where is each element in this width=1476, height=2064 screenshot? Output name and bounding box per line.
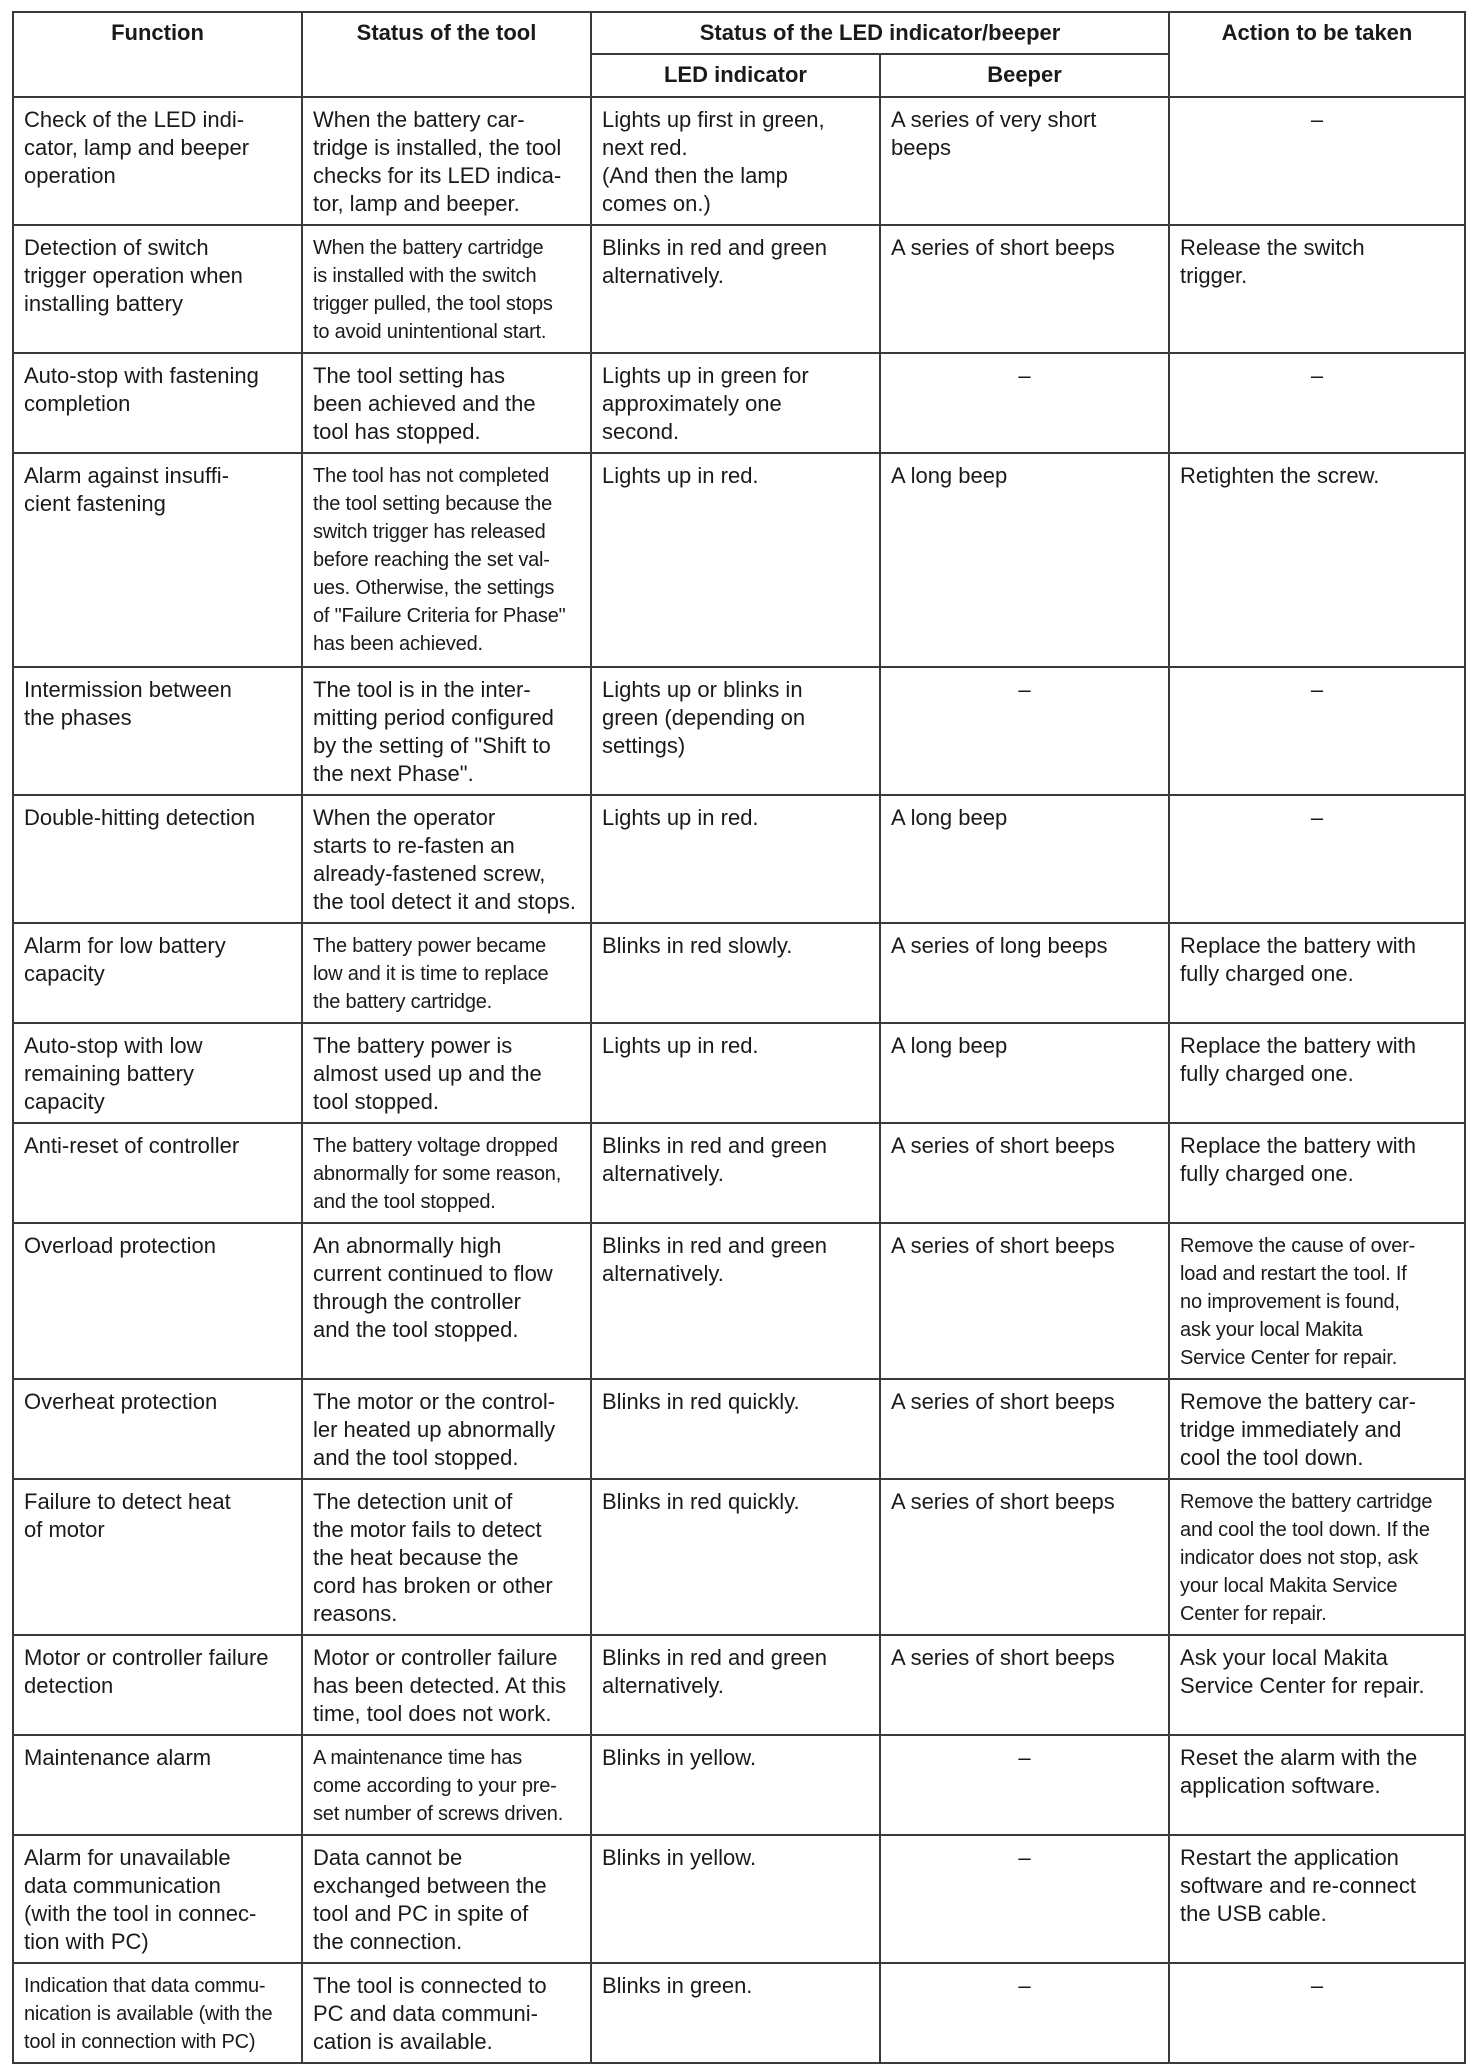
status-cell: An abnormally high current continued to flow through the controller and the tool stopped. <box>302 1223 591 1379</box>
status-cell: The tool has not completed the tool setting because the switch trigger has released before reaching the set val- ues. Otherwise, the settings of "Failure Criteria for Phase" has been achieved. <box>302 453 591 667</box>
led-cell: Blinks in yellow. <box>591 1835 880 1963</box>
beeper-cell: A long beep <box>880 453 1169 667</box>
table-row <box>13 1223 1465 1379</box>
function-cell: Check of the LED indi- cator, lamp and beeper operation <box>13 97 302 225</box>
status-cell: The battery power is almost used up and the tool stopped. <box>302 1023 591 1123</box>
action-cell: – <box>1169 795 1465 923</box>
action-cell: Remove the battery car- tridge immediately and cool the tool down. <box>1169 1379 1465 1479</box>
beeper-cell: – <box>880 1835 1169 1963</box>
led-cell: Lights up in red. <box>591 1023 880 1123</box>
led-cell: Blinks in red and green alternatively. <box>591 1123 880 1223</box>
led-cell: Lights up or blinks in green (depending on settings) <box>591 667 880 795</box>
beeper-cell: – <box>880 1963 1169 2063</box>
status-cell: The tool is in the inter- mitting period configured by the setting of "Shift to the next Phase". <box>302 667 591 795</box>
header-action: Action to be taken <box>1169 12 1465 97</box>
function-cell: Alarm for unavailable data communication (with the tool in connec- tion with PC) <box>13 1835 302 1963</box>
status-cell: When the battery cartridge is installed with the switch trigger pulled, the tool stops to avoid unintentional start. <box>302 225 591 353</box>
status-cell: When the operator starts to re-fasten an already-fastened screw, the tool detect it and stops. <box>302 795 591 923</box>
beeper-cell: A series of very short beeps <box>880 97 1169 225</box>
function-cell: Auto-stop with fastening completion <box>13 353 302 453</box>
table-row <box>13 1379 1465 1479</box>
action-cell: Replace the battery with fully charged one. <box>1169 923 1465 1023</box>
led-cell: Lights up in red. <box>591 795 880 923</box>
header-status-group: Status of the LED indicator/beeper <box>591 12 1169 54</box>
action-cell: Replace the battery with fully charged one. <box>1169 1123 1465 1223</box>
header-function: Function <box>13 12 302 97</box>
function-cell: Intermission between the phases <box>13 667 302 795</box>
function-cell: Maintenance alarm <box>13 1735 302 1835</box>
beeper-cell: A series of short beeps <box>880 1123 1169 1223</box>
status-cell: The tool setting has been achieved and the tool has stopped. <box>302 353 591 453</box>
status-cell: The battery power became low and it is time to replace the battery cartridge. <box>302 923 591 1023</box>
status-cell: Motor or controller failure has been detected. At this time, tool does not work. <box>302 1635 591 1735</box>
led-cell: Blinks in red and green alternatively. <box>591 1223 880 1379</box>
action-cell: – <box>1169 667 1465 795</box>
status-cell: The motor or the control- ler heated up abnormally and the tool stopped. <box>302 1379 591 1479</box>
action-cell: Retighten the screw. <box>1169 453 1465 667</box>
function-cell: Detection of switch trigger operation when installing battery <box>13 225 302 353</box>
action-cell: Restart the application software and re-connect the USB cable. <box>1169 1835 1465 1963</box>
action-cell: – <box>1169 97 1465 225</box>
led-cell: Blinks in red quickly. <box>591 1479 880 1635</box>
function-cell: Motor or controller failure detection <box>13 1635 302 1735</box>
status-cell: A maintenance time has come according to your pre- set number of screws driven. <box>302 1735 591 1835</box>
header-row <box>13 12 1465 54</box>
beeper-cell: A series of short beeps <box>880 1479 1169 1635</box>
beeper-cell: A long beep <box>880 1023 1169 1123</box>
led-cell: Blinks in red slowly. <box>591 923 880 1023</box>
table-row <box>13 1123 1465 1223</box>
status-cell: The detection unit of the motor fails to detect the heat because the cord has broken or other reasons. <box>302 1479 591 1635</box>
action-cell: Release the switch trigger. <box>1169 225 1465 353</box>
table-row <box>13 1835 1465 1963</box>
led-beeper-status-table <box>12 11 1466 2064</box>
action-cell: Remove the battery cartridge and cool the tool down. If the indicator does not stop, ask your local Makita Service Center for repair. <box>1169 1479 1465 1635</box>
led-cell: Blinks in yellow. <box>591 1735 880 1835</box>
beeper-cell: – <box>880 1735 1169 1835</box>
action-cell: – <box>1169 353 1465 453</box>
led-cell: Blinks in green. <box>591 1963 880 2063</box>
header-led-indicator: LED indicator <box>591 54 880 97</box>
table-row <box>13 1963 1465 2063</box>
table-row <box>13 353 1465 453</box>
status-cell: The battery voltage dropped abnormally for some reason, and the tool stopped. <box>302 1123 591 1223</box>
function-cell: Double-hitting detection <box>13 795 302 923</box>
led-cell: Blinks in red quickly. <box>591 1379 880 1479</box>
function-cell: Anti-reset of controller <box>13 1123 302 1223</box>
beeper-cell: A series of short beeps <box>880 1223 1169 1379</box>
function-cell: Alarm for low battery capacity <box>13 923 302 1023</box>
status-cell: Data cannot be exchanged between the tool and PC in spite of the connection. <box>302 1835 591 1963</box>
function-cell: Overload protection <box>13 1223 302 1379</box>
table-wrapper <box>12 11 1464 2064</box>
function-cell: Failure to detect heat of motor <box>13 1479 302 1635</box>
table-row <box>13 1023 1465 1123</box>
beeper-cell: A long beep <box>880 795 1169 923</box>
led-cell: Lights up first in green, next red. (And then the lamp comes on.) <box>591 97 880 225</box>
beeper-cell: A series of short beeps <box>880 1635 1169 1735</box>
table-row <box>13 97 1465 225</box>
action-cell: Replace the battery with fully charged one. <box>1169 1023 1465 1123</box>
led-cell: Blinks in red and green alternatively. <box>591 225 880 353</box>
table-row <box>13 667 1465 795</box>
table-row <box>13 1735 1465 1835</box>
function-cell: Indication that data commu- nication is available (with the tool in connection with PC) <box>13 1963 302 2063</box>
led-cell: Lights up in green for approximately one second. <box>591 353 880 453</box>
led-cell: Blinks in red and green alternatively. <box>591 1635 880 1735</box>
status-cell: The tool is connected to PC and data communi- cation is available. <box>302 1963 591 2063</box>
led-cell: Lights up in red. <box>591 453 880 667</box>
status-cell: When the battery car- tridge is installed, the tool checks for its LED indica- tor, lamp and beeper. <box>302 97 591 225</box>
table-row <box>13 1479 1465 1635</box>
beeper-cell: A series of long beeps <box>880 923 1169 1023</box>
action-cell: Reset the alarm with the application software. <box>1169 1735 1465 1835</box>
table-row <box>13 923 1465 1023</box>
table-row <box>13 225 1465 353</box>
table-row <box>13 1635 1465 1735</box>
table-row <box>13 453 1465 667</box>
beeper-cell: – <box>880 667 1169 795</box>
header-beeper: Beeper <box>880 54 1169 97</box>
function-cell: Auto-stop with low remaining battery capacity <box>13 1023 302 1123</box>
beeper-cell: – <box>880 353 1169 453</box>
function-cell: Overheat protection <box>13 1379 302 1479</box>
function-cell: Alarm against insuffi- cient fastening <box>13 453 302 667</box>
table-row <box>13 795 1465 923</box>
action-cell: – <box>1169 1963 1465 2063</box>
action-cell: Ask your local Makita Service Center for repair. <box>1169 1635 1465 1735</box>
header-status-of-tool: Status of the tool <box>302 12 591 97</box>
beeper-cell: A series of short beeps <box>880 1379 1169 1479</box>
action-cell: Remove the cause of over- load and restart the tool. If no improvement is found, ask your local Makita Service Center for repair. <box>1169 1223 1465 1379</box>
beeper-cell: A series of short beeps <box>880 225 1169 353</box>
